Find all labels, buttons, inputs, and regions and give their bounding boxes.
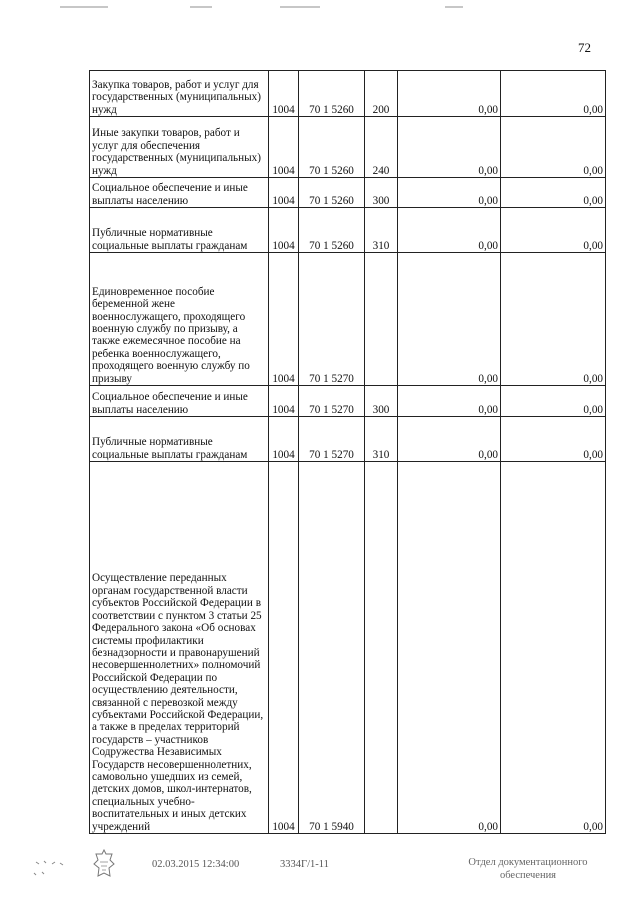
page-number: 72 <box>578 40 591 55</box>
budget-table <box>89 70 606 834</box>
row-code: 70 1 5260 <box>299 178 365 208</box>
row-code: 70 1 5940 <box>299 462 365 834</box>
row-vr: 240 <box>365 117 398 178</box>
stamp-line-2: обеспечения <box>499 870 557 881</box>
row-amount-2: 0,00 <box>501 71 606 117</box>
row-name: Социальное обеспечение и иные выплаты населению <box>90 386 269 417</box>
row-name: Публичные нормативные социальные выплаты гражданам <box>90 417 269 462</box>
table-row <box>90 462 606 834</box>
department-stamp <box>448 856 608 882</box>
row-code: 70 1 5270 <box>299 417 365 462</box>
row-code: 70 1 5260 <box>299 117 365 178</box>
row-amount-2: 0,00 <box>501 253 606 386</box>
row-amount-2: 0,00 <box>501 117 606 178</box>
row-amount-1: 0,00 <box>398 208 501 253</box>
row-code: 70 1 5260 <box>299 71 365 117</box>
row-section: 1004 <box>269 253 299 386</box>
row-amount-1: 0,00 <box>398 117 501 178</box>
row-section: 1004 <box>269 417 299 462</box>
row-code: 70 1 5270 <box>299 386 365 417</box>
row-code: 70 1 5260 <box>299 208 365 253</box>
row-amount-1: 0,00 <box>398 178 501 208</box>
row-vr: 200 <box>365 71 398 117</box>
table-row <box>90 117 606 178</box>
footer-date: 02.03.2015 12:34:00 <box>152 859 240 870</box>
row-name: Единовременное пособие беременной жене военнослужащего, проходящего военную службу по призыву, а также ежемесячное пособие на ребенка военнослужащего, проходящего военную службу по призыву <box>90 253 269 386</box>
table-row <box>90 253 606 386</box>
row-amount-1: 0,00 <box>398 462 501 834</box>
row-section: 1004 <box>269 208 299 253</box>
table-row <box>90 417 606 462</box>
row-amount-1: 0,00 <box>398 386 501 417</box>
row-section: 1004 <box>269 386 299 417</box>
row-section: 1004 <box>269 117 299 178</box>
table-row <box>90 71 606 117</box>
footer-reg-number: 3334Г/1-11 <box>280 859 329 870</box>
row-vr: 300 <box>365 386 398 417</box>
row-name: Осуществление переданных органам государственной власти субъектов Российской Федерации в соответствии с пунктом 3 статьи 25 Федерального закона «Об основах системы профилактики безнадзорности и правонарушений несовершеннолетних» полномочий Российской Федерации по осуществлению деятельности, связанной с перевозкой между субъектами Российской Федерации, а также в пределах территорий государств – участников Содружества Независимых Государств несовершеннолетних, самовольно ушедших из семей, детских домов, школ-интернатов, специальных учебно-воспитательных и иных детских учреждений <box>90 462 269 834</box>
row-vr: 300 <box>365 178 398 208</box>
row-amount-1: 0,00 <box>398 417 501 462</box>
row-amount-2: 0,00 <box>501 462 606 834</box>
row-section: 1004 <box>269 178 299 208</box>
row-name: Публичные нормативные социальные выплаты гражданам <box>90 208 269 253</box>
table-row <box>90 386 606 417</box>
scan-scribble-icon <box>30 858 80 878</box>
scan-top-marks <box>60 6 520 12</box>
row-section: 1004 <box>269 71 299 117</box>
page-footer <box>0 856 640 896</box>
row-amount-2: 0,00 <box>501 386 606 417</box>
row-vr: 310 <box>365 208 398 253</box>
row-amount-2: 0,00 <box>501 417 606 462</box>
stamp-line-1: Отдел документационного <box>468 857 588 868</box>
row-name: Закупка товаров, работ и услуг для государственных (муниципальных) нужд <box>90 71 269 117</box>
row-amount-2: 0,00 <box>501 208 606 253</box>
row-section: 1004 <box>269 462 299 834</box>
coat-of-arms-icon <box>92 848 116 880</box>
table-row <box>90 178 606 208</box>
row-amount-1: 0,00 <box>398 253 501 386</box>
row-code: 70 1 5270 <box>299 253 365 386</box>
row-amount-1: 0,00 <box>398 71 501 117</box>
row-name: Иные закупки товаров, работ и услуг для обеспечения государственных (муниципальных) нужд <box>90 117 269 178</box>
row-amount-2: 0,00 <box>501 178 606 208</box>
row-name: Социальное обеспечение и иные выплаты населению <box>90 178 269 208</box>
row-vr <box>365 462 398 834</box>
row-vr <box>365 253 398 386</box>
table-row <box>90 208 606 253</box>
row-vr: 310 <box>365 417 398 462</box>
